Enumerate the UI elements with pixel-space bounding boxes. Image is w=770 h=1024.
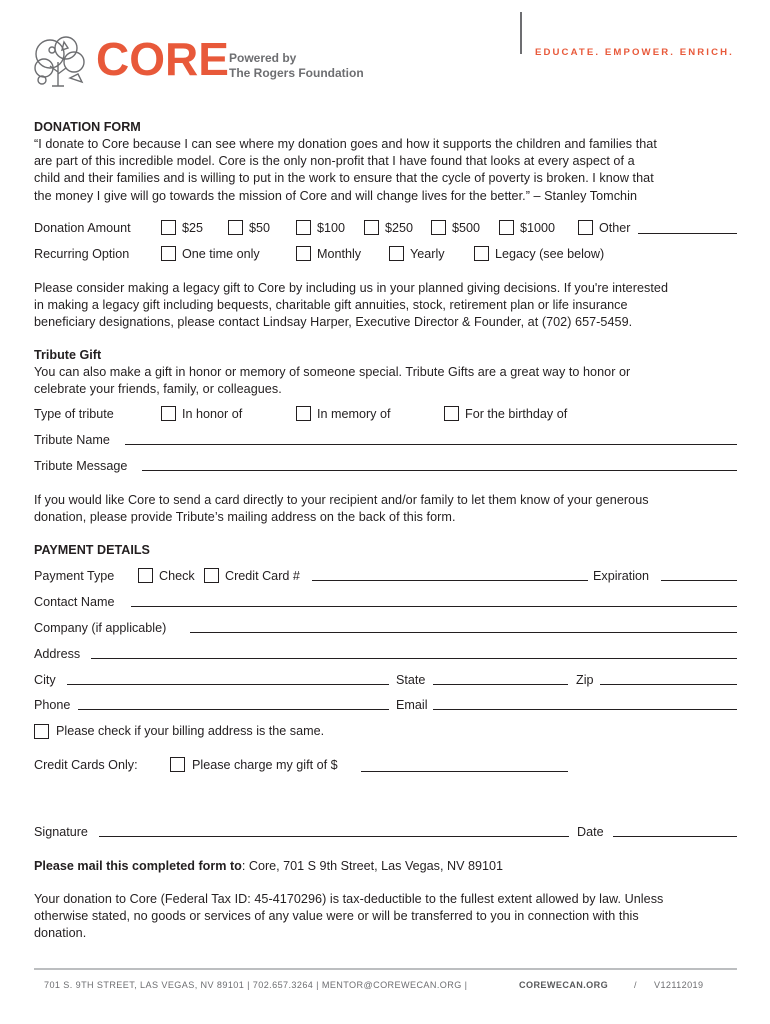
check-label: Check [159,569,195,583]
legacy-label: Legacy (see below) [495,247,605,261]
check-checkbox[interactable] [138,568,153,583]
signature-label: Signature [34,825,88,839]
email-input[interactable] [433,709,737,710]
footer-slash: / [634,980,637,990]
credit-card-label: Credit Card # [225,569,300,583]
amount-500-label: $500 [452,221,481,235]
tribute-type-label: Type of tribute [34,407,114,421]
powered-by-line2: The Rogers Foundation [229,66,364,80]
zip-input[interactable] [600,684,737,685]
billing-same-checkbox[interactable] [34,724,49,739]
brand-name: CORE [96,33,229,85]
contact-name-input[interactable] [131,606,737,607]
address-input[interactable] [91,658,737,659]
amount-250-checkbox[interactable] [364,220,379,235]
tree-logo-icon [30,32,92,90]
header-divider [520,12,522,54]
in-honor-checkbox[interactable] [161,406,176,421]
expiration-input[interactable] [661,580,737,581]
zip-label: Zip [576,673,594,687]
in-honor-label: In honor of [182,407,243,421]
phone-input[interactable] [78,709,389,710]
mail-instructions [34,858,503,875]
tribute-desc-line: You can also make a gift in honor or memory of someone special. Tribute Gifts are a great way to honor or [34,365,631,379]
footer-divider [34,968,737,970]
city-input[interactable] [67,684,389,685]
charge-amount-input[interactable] [361,771,568,772]
card-note-line: donation, please provide Tribute’s mailing address on the back of this form. [34,510,456,525]
logo [30,32,364,90]
mail-instructions-bold: Please mail this completed form to [34,859,242,873]
payment-type-label: Payment Type [34,569,115,583]
state-input[interactable] [433,684,568,685]
amount-25-label: $25 [182,221,204,235]
recurring-option-label: Recurring Option [34,247,130,261]
donation-amount-label: Donation Amount [34,221,131,235]
tribute-description [34,364,630,398]
city-label: City [34,673,56,687]
tribute-name-input[interactable] [125,444,737,445]
payment-title: PAYMENT DETAILS [34,543,150,557]
date-input[interactable] [613,836,737,837]
amount-other-input[interactable] [638,233,737,234]
charge-gift-label: Please charge my gift of $ [192,758,338,772]
legacy-checkbox[interactable] [474,246,489,261]
credit-cards-only-label: Credit Cards Only: [34,758,138,772]
in-memory-label: In memory of [317,407,391,421]
legacy-line: in making a legacy gift including bequests, charitable gift annuities, stock, retirement plan or life insurance [34,298,628,313]
address-label: Address [34,647,81,661]
email-label: Email [396,698,428,712]
tax-line: otherwise stated, no goods or services of any value were or will be transferred to you in connection with this [34,909,639,924]
tagline: EDUCATE. EMPOWER. ENRICH. [535,47,734,58]
donation-form-title: DONATION FORM [34,120,141,134]
credit-card-number-input[interactable] [312,580,588,581]
tribute-title: Tribute Gift [34,348,102,362]
amount-100-label: $100 [317,221,346,235]
legacy-line: beneficiary designations, please contact Lindsay Harper, Executive Director & Founder, at (702) 657-5459. [34,315,633,330]
in-memory-checkbox[interactable] [296,406,311,421]
expiration-label: Expiration [593,569,650,583]
legacy-paragraph [34,280,668,332]
amount-other-checkbox[interactable] [578,220,593,235]
contact-name-label: Contact Name [34,595,115,609]
date-label: Date [577,825,604,839]
quote-line: child and their families and is willing to put in the work to ensure that the cycle of poverty is broken. I know that [34,171,654,186]
yearly-checkbox[interactable] [389,246,404,261]
quote-line: are part of this incredible model. Core is the only non-profit that I have found that looks at every aspect of a [34,154,635,169]
amount-250-label: $250 [385,221,414,235]
card-note-line: If you would like Core to send a card directly to your recipient and/or family to let them know of your generous [34,493,649,507]
one-time-checkbox[interactable] [161,246,176,261]
birthday-label: For the birthday of [465,407,568,421]
amount-50-label: $50 [249,221,271,235]
footer-website[interactable]: COREWECAN.ORG [519,980,609,990]
legacy-line: Please consider making a legacy gift to Core by including us in your planned giving decisions. If you're interested [34,281,668,295]
tax-notice [34,891,663,943]
amount-500-checkbox[interactable] [431,220,446,235]
powered-by-line1: Powered by [229,51,297,65]
monthly-label: Monthly [317,247,362,261]
footer-contact: 701 S. 9TH STREET, LAS VEGAS, NV 89101 | 702.657.3264 | MENTOR@COREWECAN.ORG | [44,980,468,990]
quote-line: the money I give will go towards the mission of Core and will change lives for the better.” – Stanley Tomchin [34,188,638,203]
amount-1000-label: $1000 [520,221,556,235]
amount-100-checkbox[interactable] [296,220,311,235]
tribute-name-label: Tribute Name [34,433,110,447]
tribute-message-input[interactable] [142,470,737,471]
tribute-message-label: Tribute Message [34,459,128,473]
signature-input[interactable] [99,836,569,837]
quote-line: “I donate to Core because I can see where my donation goes and how it supports the children and families that [34,137,657,151]
tribute-desc-line: celebrate your friends, family, or colleagues. [34,382,282,397]
phone-label: Phone [34,698,71,712]
company-label: Company (if applicable) [34,621,167,635]
footer-version: V12112019 [654,980,704,990]
birthday-checkbox[interactable] [444,406,459,421]
amount-50-checkbox[interactable] [228,220,243,235]
amount-1000-checkbox[interactable] [499,220,514,235]
yearly-label: Yearly [410,247,445,261]
credit-card-checkbox[interactable] [204,568,219,583]
amount-25-checkbox[interactable] [161,220,176,235]
tribute-card-note [34,492,649,526]
testimonial-quote [34,136,744,205]
one-time-label: One time only [182,247,260,261]
state-label: State [396,673,426,687]
monthly-checkbox[interactable] [296,246,311,261]
billing-same-label: Please check if your billing address is the same. [56,724,325,738]
company-input[interactable] [190,632,737,633]
tax-line: donation. [34,926,87,941]
mail-address: : Core, 701 S 9th Street, Las Vegas, NV 89101 [241,859,503,873]
charge-gift-checkbox[interactable] [170,757,185,772]
amount-other-label: Other [599,221,631,235]
tax-line: Your donation to Core (Federal Tax ID: 45-4170296) is tax-deductible to the fullest extent allowed by law. Unless [34,892,664,906]
